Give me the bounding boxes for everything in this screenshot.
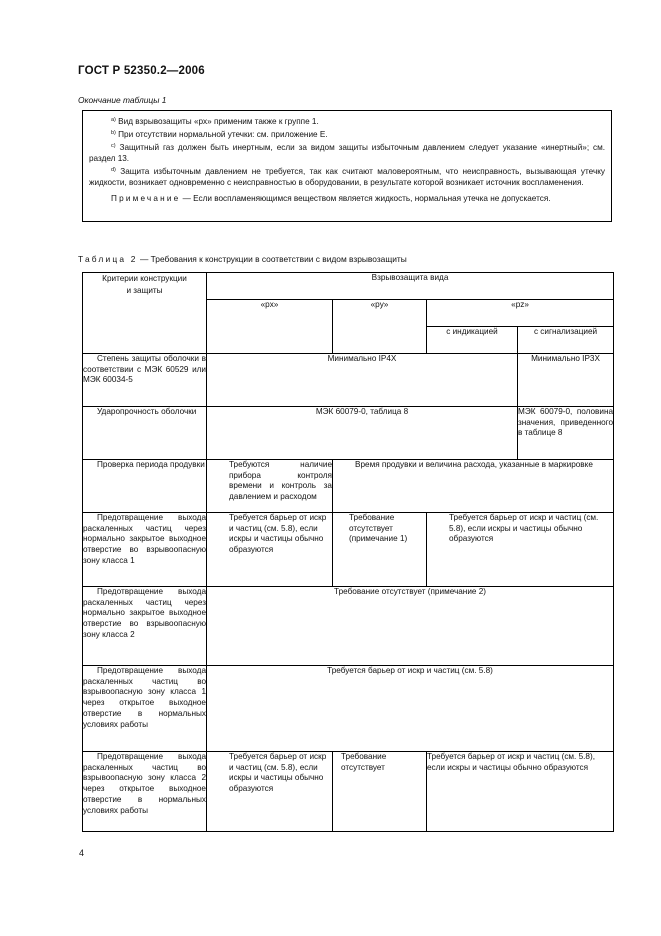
page-number: 4 [79,848,85,858]
row-value-pz: Требуется барьер от искр и частиц (см. 5.8), если искры и частицы обычно образуются [427,513,614,587]
row-value-px: Требуется барьер от искр и частиц (см. 5.8), если искры и частицы обычно образуются [207,752,333,832]
table2 [82,272,614,832]
header-pz: «pz» [427,300,614,327]
header-px: «px» [207,300,333,354]
footnote-b: $^{b)}$ При отсутствии нормальной утечки: см. приложение Е. [111,129,328,139]
row-value: Минимально IP4X [207,354,518,407]
table-row [83,752,614,832]
table-row [83,587,614,666]
row-value-pz: Требуется барьер от искр и частиц (см. 5.8), если искры и частицы обычно образуются [427,752,614,832]
header-pz-signalling: с сигнализацией [518,327,614,354]
table-row [83,666,614,752]
table1-notes-box [82,110,612,222]
table2-caption: Таблица 2 — Требования к конструкции в соответствии с видом взрывозащиты [78,254,407,264]
footnote-a: $^{а)}$ Вид взрывозащиты «px» применим также к группе 1. [111,117,319,126]
footnote-c: $^{с)}$ Защитный газ должен быть инертным, если за видом защиты избыточным давлением следует указание «инертный»; см. раздел 13. [89,142,605,163]
primechanie-note: Примечание — Если воспламеняющимся веществом является жидкость, нормальная утечка не допускается. [111,194,551,204]
row-criterion: Предотвращение выхода раскаленных частиц во взрывоопасную зону класса 2 через открытое выходное отверстие в нормальных условиях работы [83,752,207,832]
row-criterion: Проверка периода продувки [83,460,207,513]
row-value-signalling: Минимально IP3X [518,354,614,407]
row-value-px: Требуются наличие прибора контроля времени и контроль за давлением и расходом [207,460,333,513]
row-value-signalling: МЭК 60079-0, половина значения, приведенного в таблице 8 [518,407,614,460]
header-criteria: Критерии конструкции и защиты [83,273,207,354]
row-value-py: Требование отсутствует [333,752,427,832]
row-value-py: Требование отсутствует (примечание 1) [333,513,427,587]
header-explosion-protection: Взрывозащита вида [207,273,614,300]
row-criterion: Предотвращение выхода раскаленных частиц через нормально закрытое выходное отверстие во взрывоопасную зону класса 2 [83,587,207,666]
row-value: Требуется барьер от искр и частиц (см. 5.8) [207,666,614,752]
table-row [83,460,614,513]
row-value-px: Требуется барьер от искр и частиц (см. 5.8), если искры и частицы обычно образуются [207,513,333,587]
table-row [83,407,614,460]
row-criterion: Предотвращение выхода раскаленных частиц через нормально закрытое выходное отверстие во взрывоопасную зону класса 1 [83,513,207,587]
row-value-rest: Время продувки и величина расхода, указанные в маркировке [333,460,614,513]
header-py: «py» [333,300,427,354]
row-criterion: Предотвращение выхода раскаленных частиц во взрывоопасную зону класса 1 через открытое выходное отверстие в нормальных условиях работы [83,666,207,752]
footnote-d: $^{d)}$ Защита избыточным давлением не требуется, так как считают маловероятным, что неисправность, вызывающая утечку жидкости, возникает одновременно с неисправностью в оборудовании, в результате которой возникает источник воспламенения. [89,166,606,187]
row-criterion: Степень защиты оболочки в соответствии с МЭК 60529 или МЭК 60034-5 [83,354,207,407]
row-value: Требование отсутствует (примечание 2) [207,587,614,666]
document-header: ГОСТ Р 52350.2—2006 [78,65,205,77]
table-row [83,513,614,587]
row-value: МЭК 60079-0, таблица 8 [207,407,518,460]
table1-end-caption: Окончание таблицы 1 [78,95,167,105]
table-row [83,354,614,407]
row-criterion: Ударопрочность оболочки [83,407,207,460]
header-pz-indication: с индикацией [427,327,518,354]
